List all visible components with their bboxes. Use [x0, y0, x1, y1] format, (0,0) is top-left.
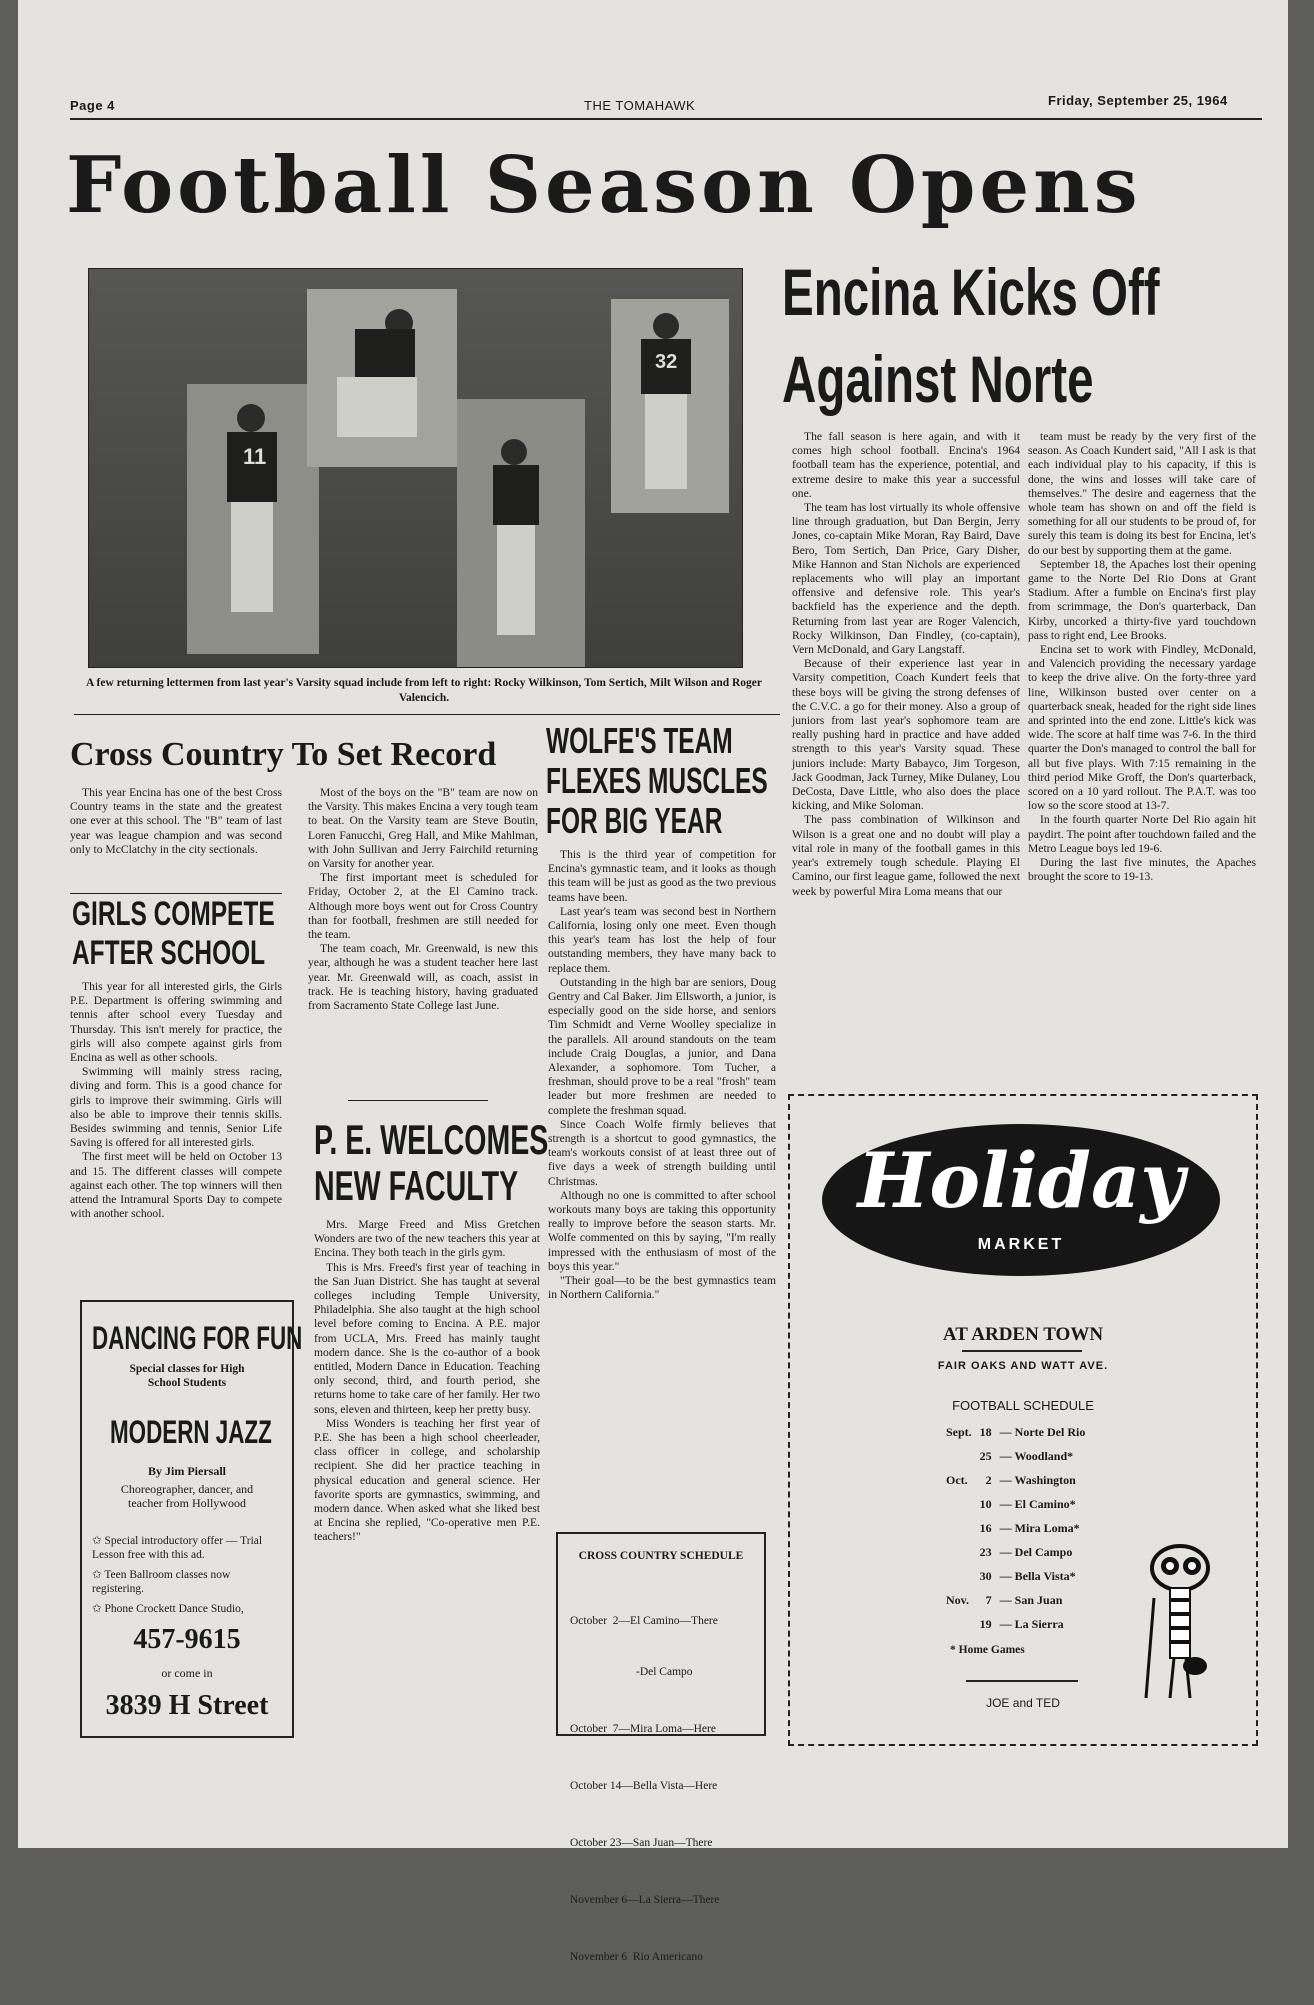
dance-ad-or: or come in [161, 1666, 213, 1680]
schedule-opponent: — Woodland* [999, 1448, 1074, 1463]
dance-ad-sub: Special classes for High School Students [129, 1363, 245, 1389]
encina-article-col1: The fall season is here again, and with it comes high school football. Encina's 1964 football team has the experience, potential, and extreme desire to make this year a successful one. The team has lost virtually its whole offensive line through graduation, but Dan Bergin, Jerry Jones, co-captain Mike Moran, Ray Baird, Dave Bero, Tom Sertich, Dan Price, Gary Disher, Mike Hannon and Stan Nichols are experienced replacements who will play an important offensive and defensive role. This year's backfield has the experience and the depth. Returning from last year are Roger Valencich, Rocky Wilkinson, Dan Findley, (co-captain), Vern McDonald, and Gary Langstaff. Because of their experience last year in Varsity competition, Coach Kundert feels that these boys will be giving the strong defenses of the C.V.C. a go for their money. Also a group of juniors from last year's sophomore team are really pushing hard in practice and have added strength to this year's Varsity squad. These juniors include: Marty Babayco, Jim Torgeson, Jack Goodman, Jack Turney, Mike Dulaney, Lou DeCosta, Dave Little, who also does the place kicking, and Mike Soloman. The pass combination of Wilkinson and Wilson is a great one and no doubt will play a vital role in many of the football games in this year's extremely tough schedule. Playing El Camino, our first league game, followed the next week by powerful Mira Loma means that our [792, 430, 1020, 898]
girls-headline-1: GIRLS COMPETE [72, 895, 275, 933]
schedule-day: 30 [979, 1568, 992, 1583]
cc-schedule-list: October 2—El Camino—There -Del Campo October 7—Mira Loma—Here October 14—Bella Vista—Here October 23—San Juan—There November 6—La Sierra—There November 6 Rio Americano [570, 1615, 720, 1963]
cross-country-col2: Most of the boys on the "B" team are now on the Varsity. This makes Encina a very tough team to beat. On the Varsity team are Steve Boutin, Loren Fanucchi, Greg Hall, and Mike Mahlman, with John Sullivan and Jerry Fairchild returning on Varsity for another year. The first important meet is scheduled for Friday, October 2, at the El Camino track. Although more boys went out for Cross Country than for football, freshmen are still needed for the team. The team coach, Mr. Greenwald, is new this year, although he was a student teacher here last year. Mr. Greenwald will, as coach, assist in track. He is teaching history, having graduated from Sacramento State College last June. [308, 786, 538, 1013]
cc-schedule-title: CROSS COUNTRY SCHEDULE [578, 1550, 744, 1562]
holiday-logo-sub: MARKET [977, 1236, 1065, 1253]
wolfe-article: This is the third year of competition for Encina's gymnastic team, and it looks as though this team will be just as good as the two previous teams have been. Last year's team was second best in Northern California, losing only one meet. Even though this year's team has lost the help of four outstanding members, they have many back to replace them. Outstanding in the high bar are seniors, Doug Gentry and Cal Baker. Jim Ellsworth, a junior, is especially good on the side horse, and seniors Tim Schmidt and Verne Woolley specialize in the parallels. All around standouts on the team include Craig Douglas, a junior, and Dana Alexander, a sophomore. Tom Tucher, a freshman, should prove to be a real "frosh" team leader but more freshmen are needed to complete the freshman squad. Since Coach Wolfe firmly believes that strength is a shortcut to good gymnastics, the team's workouts consist of at least three out of five days a week of strength building until Christmas. Although no one is committed to after school workouts many boys are taking this opportunity really to improve before the season starts. Mr. Wolfe commented on this by saying, "I'm really impressed with the enthusiasm of most of the boys this year." "Their goal—to be the best gymnastics team in Northern California." [548, 848, 776, 1302]
schedule-row [942, 1420, 1089, 1444]
holiday-streets: FAIR OAKS AND WATT AVE. [937, 1360, 1109, 1372]
dance-ad-phone: 457-9615 [133, 1624, 241, 1655]
holiday-market-ad [788, 1094, 1258, 1746]
football-schedule [942, 1420, 1089, 1636]
pe-article: Mrs. Marge Freed and Miss Gretchen Wonders are two of the new teachers this year at Encina. They both teach in the girls gym. This is Mrs. Freed's first year of teaching in the San Juan District. She has taught at several colleges including Temple University, Philadelphia. She also taught at the high school level before coming to Encina. A P.E. major from UCLA, Mrs. Freed has mainly taught modern dance. She is the co-author of a book entitled, Modern Dance in Education. Teaching only second, third, and fourth period, she returns home to take care of her family. Her two sons, eleven and thirteen, keep her pretty busy. Miss Wonders is teaching her first year of P.E. She has been a high school cheerleader, class officer in college, and scholarship recipient. She did her practice teaching in physical education and general science. Her favorite sports are gymnastics, swimming, and modern dance. When asked what she liked best at Encina she replied, "Co-operative men P.E. teachers!" [314, 1218, 540, 1544]
cc-schedule-box [556, 1532, 766, 1963]
schedule-row [942, 1564, 1089, 1588]
schedule-row [942, 1468, 1089, 1492]
page-number: Page 4 [70, 98, 115, 113]
player-photo-4: 32 [611, 299, 729, 513]
wolfe-headline-1: WOLFE'S TEAM [546, 720, 733, 761]
holiday-note: * Home Games [950, 1644, 1025, 1656]
paper-name: THE TOMAHAWK [584, 98, 696, 113]
schedule-opponent: — Norte Del Rio [999, 1424, 1086, 1439]
schedule-month: Oct. [946, 1472, 968, 1487]
schedule-month [942, 1444, 976, 1468]
pe-headline-1: P. E. WELCOMES [314, 1116, 549, 1163]
schedule-day: 16 [979, 1520, 992, 1535]
schedule-row [942, 1444, 1089, 1468]
holiday-sched-title: FOOTBALL SCHEDULE [952, 1398, 1094, 1413]
schedule-month [942, 1564, 976, 1588]
photo-caption: A few returning lettermen from last year's Varsity squad include from left to right: Rocky Wilkinson, Tom Sertich, Milt Wilson and Roger Valencich. [85, 677, 763, 704]
player-photo-1: 11 [187, 384, 319, 654]
encina-article-col2: team must be ready by the very first of the season. As Coach Kundert said, "All I ask is that each individual play to his capacity, if this is done, the wins and losses will take care of themselves." The desire and eagerness that the whole team has shown on and off the field is something for all our students to be proud of, for surely this team is doing its best for Encina, let's do our best by supporting them at the game. September 18, the Apaches lost their opening game to the Norte Del Rio Dons at Grant Stadium. After a fumble on Encina's first play from scrimmage, the Don's quarterback, Dan Kirby, uncorked a thirty-five yard touchdown pass to right end, Lee Brooks. Encina set to work with Findley, McDonald, and Valencich providing the necessary yardage to keep the drive alive. On the forty-three yard line, Wilkinson busted over center on a quarterback sneak, headed for the right side lines and sprinted into the end zone. Little's kick was wide. The score at half time was 7-6. In the third quarter the Don's managed to control the ball for all but five plays. With 7:15 remaining in the third period Mike Groff, the Don's quarterback, scored on a 10 yard rollout. The P.A.T. was too low so the score stood at 13-7. In the fourth quarter Norte Del Rio again hit paydirt. The point after touchdown failed and the Metro League boys led 19-6. During the last five minutes, the Apaches brought the score to 19-13. [1028, 430, 1256, 884]
schedule-row [942, 1492, 1089, 1516]
schedule-day: 10 [979, 1496, 992, 1511]
schedule-opponent: — Del Campo [999, 1544, 1073, 1559]
schedule-month [942, 1516, 976, 1540]
holiday-sign: JOE and TED [986, 1696, 1060, 1710]
holiday-logo: Holiday [857, 1136, 1185, 1225]
schedule-opponent: — La Sierra [999, 1616, 1064, 1631]
dance-ad-title: DANCING FOR FUN [92, 1320, 303, 1356]
dance-ad-bio: Choreographer, dancer, and teacher from Hollywood [120, 1482, 254, 1510]
dance-ad-address: 3839 H Street [105, 1690, 269, 1721]
schedule-opponent: — San Juan [999, 1592, 1063, 1607]
schedule-month [942, 1612, 976, 1636]
lettermen-photo [88, 268, 743, 668]
wolfe-headline-3: FOR BIG YEAR [546, 800, 723, 841]
encina-headline-2: Against Norte [782, 342, 1094, 416]
schedule-opponent: — El Camino* [999, 1496, 1076, 1511]
schedule-month [942, 1492, 976, 1516]
schedule-opponent: — Washington [999, 1472, 1076, 1487]
holiday-location: AT ARDEN TOWN [942, 1324, 1104, 1345]
schedule-month: Sept. [946, 1424, 972, 1439]
schedule-opponent: — Mira Loma* [999, 1520, 1080, 1535]
schedule-row [942, 1612, 1089, 1636]
schedule-day: 25 [979, 1448, 992, 1463]
dance-ad-style: MODERN JAZZ [110, 1414, 272, 1450]
schedule-month: Nov. [946, 1592, 970, 1607]
schedule-row [942, 1516, 1089, 1540]
mascot-illustration [1140, 1538, 1222, 1708]
schedule-day: 2 [985, 1472, 992, 1487]
wolfe-headline-2: FLEXES MUSCLES [546, 760, 768, 801]
schedule-opponent: — Bella Vista* [999, 1568, 1076, 1583]
schedule-day: 7 [985, 1592, 992, 1607]
cross-country-col1: This year Encina has one of the best Cross Country teams in the state and the greatest one ever at this school. The "B" team of last year was league champion and was second only to McClatchy in the city sectionals. [70, 786, 282, 856]
cross-country-headline: Cross Country To Set Record [70, 736, 497, 773]
dance-ad [80, 1300, 303, 1738]
schedule-day: 19 [979, 1616, 992, 1631]
player-photo-2 [307, 289, 457, 467]
schedule-month [942, 1540, 976, 1564]
girls-article: This year for all interested girls, the Girls P.E. Department is offering swimming and tennis after school every Tuesday and Thursday. This isn't merely for practice, the girls will also compete against girls from Encina as well as other schools. Swimming will mainly stress racing, diving and form. This is a good chance for girls to improve their swimming. Girls will also be able to improve their tennis skills. Besides swimming and tennis, Senior Life Saving is offered for all interested girls. The first meet will be held on October 13 and 15. The different classes will compete against each other. The top winners will then attend the Intramural Sports Day to compete with another school. [70, 980, 282, 1221]
schedule-row [942, 1540, 1089, 1564]
schedule-day: 18 [979, 1424, 992, 1439]
issue-date: Friday, September 25, 1964 [1048, 93, 1228, 108]
schedule-day: 23 [979, 1544, 992, 1559]
dance-ad-by: By Jim Piersall [148, 1464, 226, 1478]
encina-headline-1: Encina Kicks Off [782, 255, 1160, 329]
newspaper-page [18, 0, 1288, 1963]
page-headline: Football Season Opens [66, 140, 1142, 231]
player-photo-3 [457, 399, 585, 667]
pe-headline-2: NEW FACULTY [314, 1162, 519, 1209]
schedule-row [942, 1588, 1089, 1612]
girls-headline-2: AFTER SCHOOL [72, 934, 266, 972]
dance-ad-bullets: ✩ Special introductory offer — Trial Lesson free with this ad. ✩ Teen Ballroom classes now registering. ✩ Phone Crockett Dance Studio, [92, 1535, 263, 1615]
